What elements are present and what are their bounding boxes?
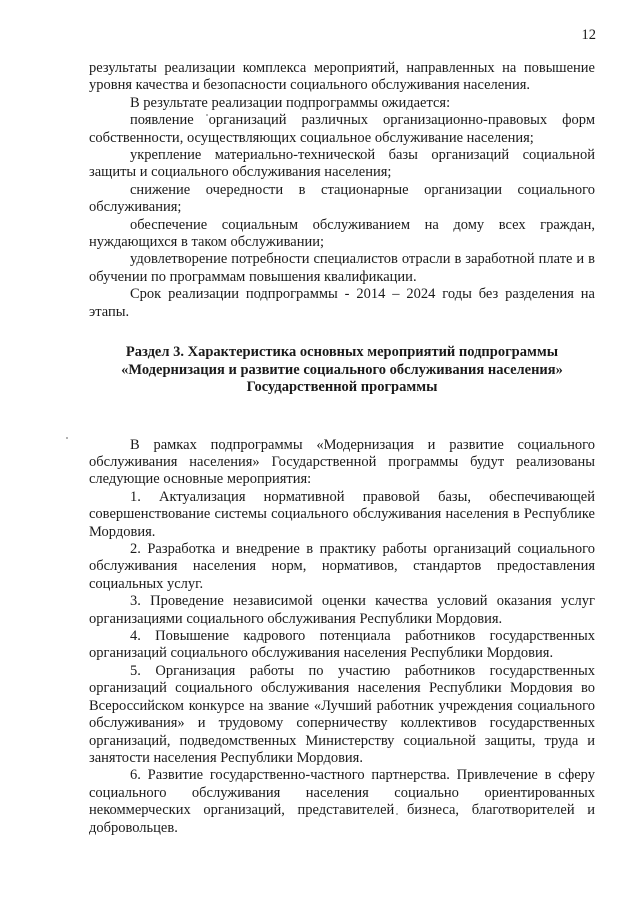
page-number: 12 xyxy=(581,27,596,43)
paragraph-continuation: результаты реализации комплекса мероприятий, направленных на повышение уровня качества и безопасности социального обслуживания населения. xyxy=(89,60,595,94)
paragraph-activity-item: 6. Развитие государственно-частного партнерства. Привлечение в сферу социального обслуживания населения социально ориентированных некоммерческих организаций, представителей бизнеса, благотворителей и добровольцев. xyxy=(89,767,595,836)
section-heading-line: «Модернизация и развитие социального обслуживания населения» xyxy=(121,361,563,378)
paragraph-activity-item: 2. Разработка и внедрение в практику работы организаций социального обслуживания населения норм, нормативов, стандартов предоставления социальных услуг. xyxy=(89,541,595,592)
scan-speck xyxy=(66,437,68,439)
section-heading xyxy=(89,344,595,397)
paragraph-activity-item: 1. Актуализация нормативной правовой базы, обеспечивающей совершенствование системы социального обслуживания населения в Республике Мордовия. xyxy=(89,488,595,540)
paragraph-activity-item: 5. Организация работы по участию работников государственных организаций социального обслуживания населения Республики Мордовия во Всероссийском конкурсе на звание «Лучший работник учреждения социального обслуживания» и трудовому соперничеству коллективов государственных организаций, подведомственных Министерству социальной защиты, труда и занятости населения Республики Мордовия. xyxy=(89,662,595,766)
paragraph-result-item: появление организаций различных организационно-правовых форм собственности, осуществляющих социальное обслуживание населения; xyxy=(89,112,595,146)
paragraph-result-item: удовлетворение потребности специалистов отрасли в заработной плате и в обучении по программам повышения квалификации. xyxy=(89,251,595,285)
section-heading-line: Раздел 3. Характеристика основных мероприятий подпрограммы xyxy=(125,344,559,361)
paragraph-result-item: снижение очередности в стационарные организации социального обслуживания; xyxy=(89,181,595,216)
paragraph-result-item: обеспечение социальным обслуживанием на дому всех граждан, нуждающихся в таком обслуживании; xyxy=(89,216,595,251)
paragraph-expected-results: В результате реализации подпрограммы ожидается: xyxy=(130,94,451,111)
paragraph-section-intro: В рамках подпрограммы «Модернизация и развитие социального обслуживания населения» Государственной программы будут реализованы следующие основные мероприятия: xyxy=(89,436,595,488)
document-body xyxy=(89,60,595,837)
paragraph-result-item: укрепление материально-технической базы организаций социальной защиты и социального обслуживания населения; xyxy=(89,147,595,181)
paragraph-activity-item: 4. Повышение кадрового потенциала работников государственных организаций социального обслуживания населения Республики Мордовия. xyxy=(89,628,595,662)
paragraph-implementation-period: Срок реализации подпрограммы - 2014 – 2024 годы без разделения на этапы. xyxy=(89,286,595,320)
section-heading-line: Государственной программы xyxy=(246,379,438,396)
paragraph-activity-item: 3. Проведение независимой оценки качества условий оказания услуг организациями социального обслуживания Республики Мордовия. xyxy=(89,593,595,627)
